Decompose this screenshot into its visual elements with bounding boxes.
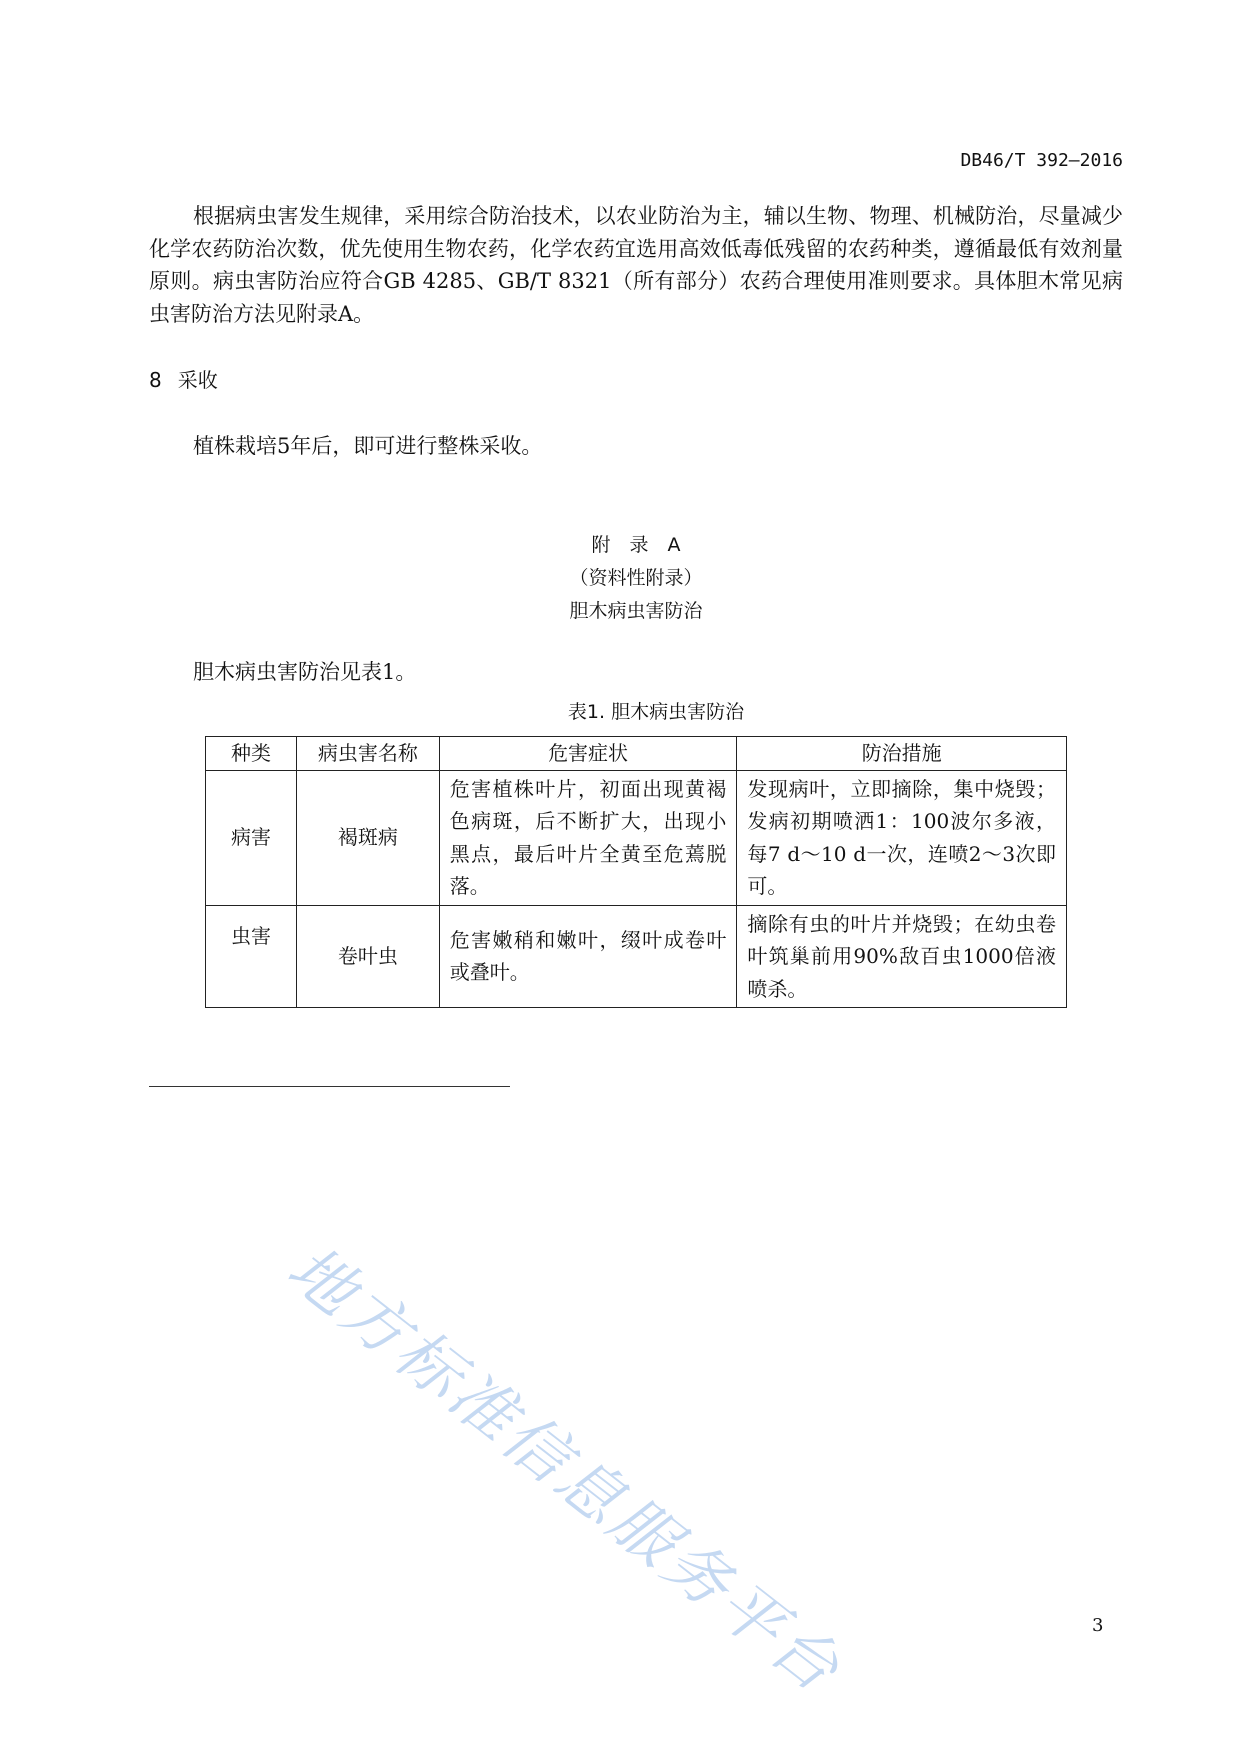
table-cell: 病害 bbox=[206, 770, 297, 905]
table-cell: 虫害 bbox=[206, 905, 297, 1008]
appendix-title: 附 录 A bbox=[591, 534, 681, 556]
table-caption: 表1. 胆木病虫害防治 bbox=[567, 701, 745, 723]
appendix-intro: 胆木病虫害防治见表1。 bbox=[193, 660, 417, 684]
column-header: 防治措施 bbox=[737, 737, 1067, 771]
body-paragraph: 根据病虫害发生规律，采用综合防治技术，以农业防治为主，辅以生物、物理、机械防治，尽量减少化学农药防治次数，优先使用生物农药，化学农药宜选用高效低毒低残留的农药种类，遵循最低有效剂量原则。病虫害防治应符合GB 4285、GB/T 8321（所有部分）农药合理使用准则要求。具体胆木常见病虫害防治方法见附录A。 bbox=[149, 204, 1123, 326]
column-header: 危害症状 bbox=[439, 737, 737, 771]
table-header-row bbox=[206, 737, 1067, 771]
footnote-divider bbox=[149, 1086, 510, 1087]
table-cell: 危害植株叶片，初面出现黄褐色病斑，后不断扩大，出现小黑点，最后叶片全黄至危蔫脱落。 bbox=[439, 770, 737, 905]
table-cell: 卷叶虫 bbox=[296, 905, 439, 1008]
column-header: 病虫害名称 bbox=[296, 737, 439, 771]
table-cell: 发现病叶，立即摘除，集中烧毁；发病初期喷洒1：100波尔多液，每7 d～10 d一次，连喷2～3次即可。 bbox=[737, 770, 1067, 905]
column-header: 种类 bbox=[206, 737, 297, 771]
table-row bbox=[206, 770, 1067, 905]
appendix-name: 胆木病虫害防治 bbox=[569, 600, 703, 622]
section-title: 采收 bbox=[177, 368, 218, 392]
section-text: 植株栽培5年后，即可进行整株采收。 bbox=[193, 434, 543, 458]
page-number: 3 bbox=[1092, 1615, 1104, 1636]
watermark: 地方标准信息服务平台 bbox=[273, 1231, 855, 1709]
table-cell: 危害嫩稍和嫩叶，缀叶成卷叶或叠叶。 bbox=[439, 905, 737, 1008]
document-code: DB46/T 392—2016 bbox=[960, 150, 1123, 171]
appendix-subtitle: （资料性附录） bbox=[569, 567, 703, 589]
section-heading bbox=[149, 364, 234, 393]
table-row bbox=[206, 905, 1067, 1008]
pest-control-table bbox=[205, 736, 1067, 1008]
table-cell: 褐斑病 bbox=[296, 770, 439, 905]
section-number: 8 bbox=[149, 368, 162, 392]
table-cell: 摘除有虫的叶片并烧毁；在幼虫卷叶筑巢前用90%敌百虫1000倍液喷杀。 bbox=[737, 905, 1067, 1008]
